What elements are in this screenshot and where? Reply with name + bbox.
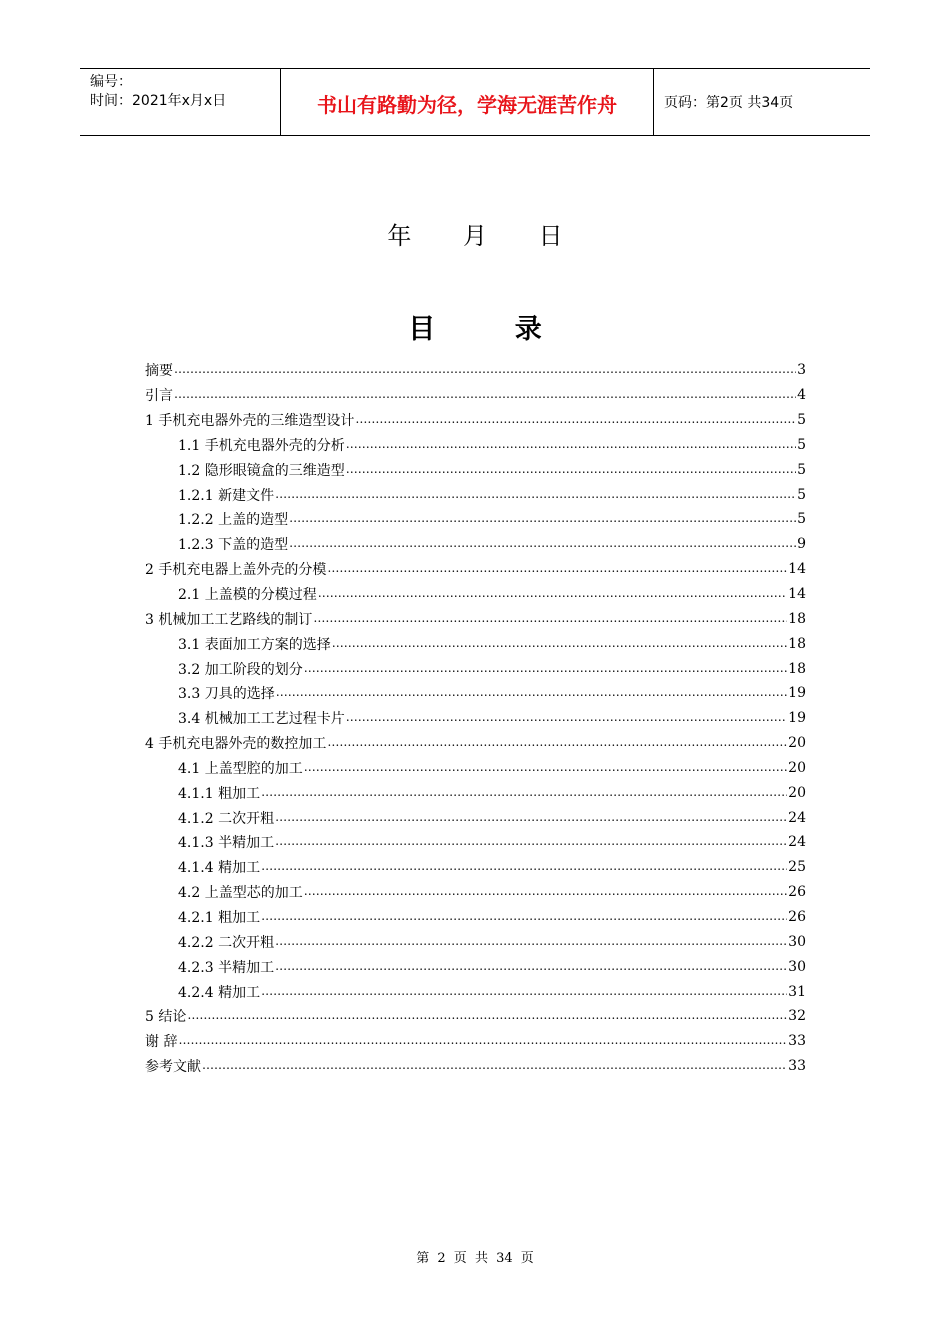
- toc-leader-dots: [275, 810, 787, 824]
- toc-entry-label: 3 机械加工工艺路线的制订: [145, 611, 313, 628]
- toc-entry-page: 18: [788, 660, 806, 677]
- toc-title-char-1: 目: [408, 314, 436, 345]
- toc-entry[interactable]: [145, 880, 806, 905]
- toc-entry-label: 5 结论: [145, 1009, 187, 1026]
- toc-entry[interactable]: [145, 358, 806, 383]
- toc-entry[interactable]: [145, 706, 806, 731]
- toc-leader-dots: [261, 984, 787, 998]
- toc-entry-label: 4.1.2 二次开粗: [178, 810, 275, 827]
- toc-leader-dots: [327, 735, 787, 749]
- toc-leader-dots: [261, 859, 787, 873]
- toc-entry-page: 5: [797, 486, 806, 503]
- document-time-label: 时间：2021年x月x日: [90, 93, 227, 109]
- toc-entry[interactable]: [145, 855, 806, 880]
- toc-entry[interactable]: [145, 383, 806, 408]
- toc-entry-page: 3: [797, 362, 806, 379]
- toc-entry-label: 谢 辞: [145, 1034, 178, 1051]
- toc-entry-label: 4.1 上盖型腔的加工: [178, 760, 303, 777]
- toc-entry-label: 1.2.3 下盖的造型: [178, 537, 289, 554]
- toc-leader-dots: [275, 834, 787, 848]
- footer-total-suffix: 页: [520, 1251, 534, 1266]
- toc-entry[interactable]: [145, 681, 806, 706]
- toc-entry-label: 3.1 表面加工方案的选择: [178, 636, 331, 653]
- toc-entry[interactable]: [145, 1004, 806, 1029]
- footer-page-suffix: 页: [453, 1251, 467, 1266]
- toc-leader-dots: [275, 959, 787, 973]
- toc-entry-page: 30: [788, 933, 806, 950]
- toc-entry-page: 25: [788, 859, 806, 876]
- date-year: 年: [387, 222, 412, 250]
- toc-entry[interactable]: [145, 830, 806, 855]
- toc-entry-page: 5: [797, 461, 806, 478]
- toc-leader-dots: [355, 412, 796, 426]
- toc-entry-label: 4.1.4 精加工: [178, 860, 261, 877]
- toc-entry-page: 14: [788, 561, 806, 578]
- toc-entry-label: 3.3 刀具的选择: [178, 686, 275, 703]
- toc-entry-page: 9: [797, 536, 806, 553]
- toc-entry-label: 1.2 隐形眼镜盒的三维造型: [178, 462, 345, 479]
- toc-entry-label: 4.2.2 二次开粗: [178, 934, 275, 951]
- toc-entry-page: 26: [788, 884, 806, 901]
- toc-leader-dots: [327, 561, 787, 575]
- toc-leader-dots: [346, 710, 787, 724]
- toc-entry-label: 2.1 上盖模的分模过程: [178, 587, 317, 604]
- toc-entry-page: 18: [788, 610, 806, 627]
- toc-entry-label: 3.2 加工阶段的划分: [178, 661, 303, 678]
- toc-entry-page: 31: [788, 983, 806, 1000]
- toc-entry[interactable]: [145, 979, 806, 1004]
- toc-entry-label: 1 手机充电器外壳的三维造型设计: [145, 413, 355, 430]
- toc-leader-dots: [289, 511, 796, 525]
- toc-entry-page: 5: [797, 436, 806, 453]
- footer-total-pages: 34: [496, 1251, 513, 1266]
- date-month: 月: [463, 222, 487, 250]
- document-number-label: 编号：: [90, 74, 132, 90]
- footer-page-number: 2: [437, 1251, 446, 1266]
- toc-entry-label: 1.2.2 上盖的造型: [178, 512, 289, 529]
- toc-leader-dots: [304, 884, 787, 898]
- toc-entry-page: 20: [788, 784, 806, 801]
- toc-entry-label: 引言: [145, 388, 173, 405]
- toc-entry-page: 24: [788, 834, 806, 851]
- toc-entry-label: 4.2.1 粗加工: [178, 909, 261, 926]
- date-day: 日: [538, 222, 563, 250]
- toc-entry-page: 14: [788, 586, 806, 603]
- toc-entry[interactable]: [145, 780, 806, 805]
- toc-entry[interactable]: [145, 408, 806, 433]
- toc-entry[interactable]: [145, 1029, 806, 1054]
- toc-leader-dots: [346, 437, 796, 451]
- toc-entry[interactable]: [145, 805, 806, 830]
- toc-entry-page: 33: [788, 1058, 806, 1075]
- toc-entry[interactable]: [145, 954, 806, 979]
- toc-entry[interactable]: [145, 1054, 806, 1079]
- toc-entry-label: 4.1.1 粗加工: [178, 785, 261, 802]
- toc-entry-label: 4.2.4 精加工: [178, 984, 261, 1001]
- toc-entry-page: 5: [797, 511, 806, 528]
- toc-entry-page: 18: [788, 635, 806, 652]
- toc-entry[interactable]: [145, 631, 806, 656]
- toc-entry-page: 19: [788, 710, 806, 727]
- toc-entry[interactable]: [145, 532, 806, 557]
- toc-leader-dots: [202, 1058, 787, 1072]
- toc-entry-page: 4: [797, 387, 806, 404]
- table-of-contents: [145, 358, 806, 1078]
- toc-entry[interactable]: [145, 905, 806, 930]
- toc-entry-page: 20: [788, 735, 806, 752]
- toc-leader-dots: [174, 362, 796, 376]
- toc-entry[interactable]: [145, 756, 806, 781]
- toc-leader-dots: [276, 685, 787, 699]
- toc-entry-page: 5: [797, 412, 806, 429]
- toc-entry[interactable]: [145, 557, 806, 582]
- page-footer: [0, 1247, 950, 1266]
- toc-entry-page: 33: [788, 1033, 806, 1050]
- toc-leader-dots: [304, 760, 787, 774]
- toc-entry[interactable]: [145, 582, 806, 607]
- toc-entry-label: 摘要: [145, 363, 173, 380]
- toc-title-char-2: 录: [514, 314, 542, 345]
- toc-entry-label: 3.4 机械加工工艺过程卡片: [178, 711, 345, 728]
- toc-entry-page: 19: [788, 685, 806, 702]
- toc-entry-label: 4 手机充电器外壳的数控加工: [145, 736, 327, 753]
- toc-leader-dots: [313, 611, 787, 625]
- toc-entry[interactable]: [145, 457, 806, 482]
- toc-entry-label: 4.1.3 半精加工: [178, 835, 275, 852]
- toc-leader-dots: [178, 1033, 787, 1047]
- footer-prefix: 第: [416, 1251, 430, 1266]
- toc-entry[interactable]: [145, 507, 806, 532]
- toc-leader-dots: [261, 785, 787, 799]
- toc-entry[interactable]: [145, 433, 806, 458]
- toc-entry-label: 4.2 上盖型芯的加工: [178, 885, 303, 902]
- toc-leader-dots: [275, 487, 796, 501]
- toc-entry[interactable]: [145, 606, 806, 631]
- page-header: [80, 68, 870, 136]
- toc-leader-dots: [304, 661, 787, 675]
- toc-title: [0, 307, 950, 346]
- toc-leader-dots: [261, 909, 787, 923]
- toc-entry-page: 32: [788, 1008, 806, 1025]
- toc-entry-page: 26: [788, 908, 806, 925]
- toc-entry-label: 1.2.1 新建文件: [178, 487, 275, 504]
- toc-entry[interactable]: [145, 731, 806, 756]
- toc-entry[interactable]: [145, 656, 806, 681]
- footer-total-prefix: 共: [474, 1251, 488, 1266]
- toc-entry-page: 24: [788, 809, 806, 826]
- toc-leader-dots: [187, 1008, 787, 1022]
- toc-leader-dots: [346, 462, 796, 476]
- header-page-info: 页码：第2页 共34页: [664, 95, 794, 111]
- toc-entry-page: 30: [788, 958, 806, 975]
- toc-leader-dots: [174, 387, 796, 401]
- toc-leader-dots: [318, 586, 787, 600]
- toc-entry-label: 1.1 手机充电器外壳的分析: [178, 437, 345, 454]
- toc-leader-dots: [275, 934, 787, 948]
- toc-leader-dots: [289, 536, 796, 550]
- toc-entry[interactable]: [145, 482, 806, 507]
- header-motto: 书山有路勤为径，学海无涯苦作舟: [281, 69, 654, 135]
- toc-entry-label: 参考文献: [145, 1059, 201, 1076]
- toc-entry[interactable]: [145, 929, 806, 954]
- toc-leader-dots: [332, 636, 787, 650]
- toc-entry-page: 20: [788, 759, 806, 776]
- date-line: [0, 216, 950, 251]
- toc-entry-label: 2 手机充电器上盖外壳的分模: [145, 562, 327, 579]
- header-meta: [80, 69, 281, 135]
- toc-entry-label: 4.2.3 半精加工: [178, 959, 275, 976]
